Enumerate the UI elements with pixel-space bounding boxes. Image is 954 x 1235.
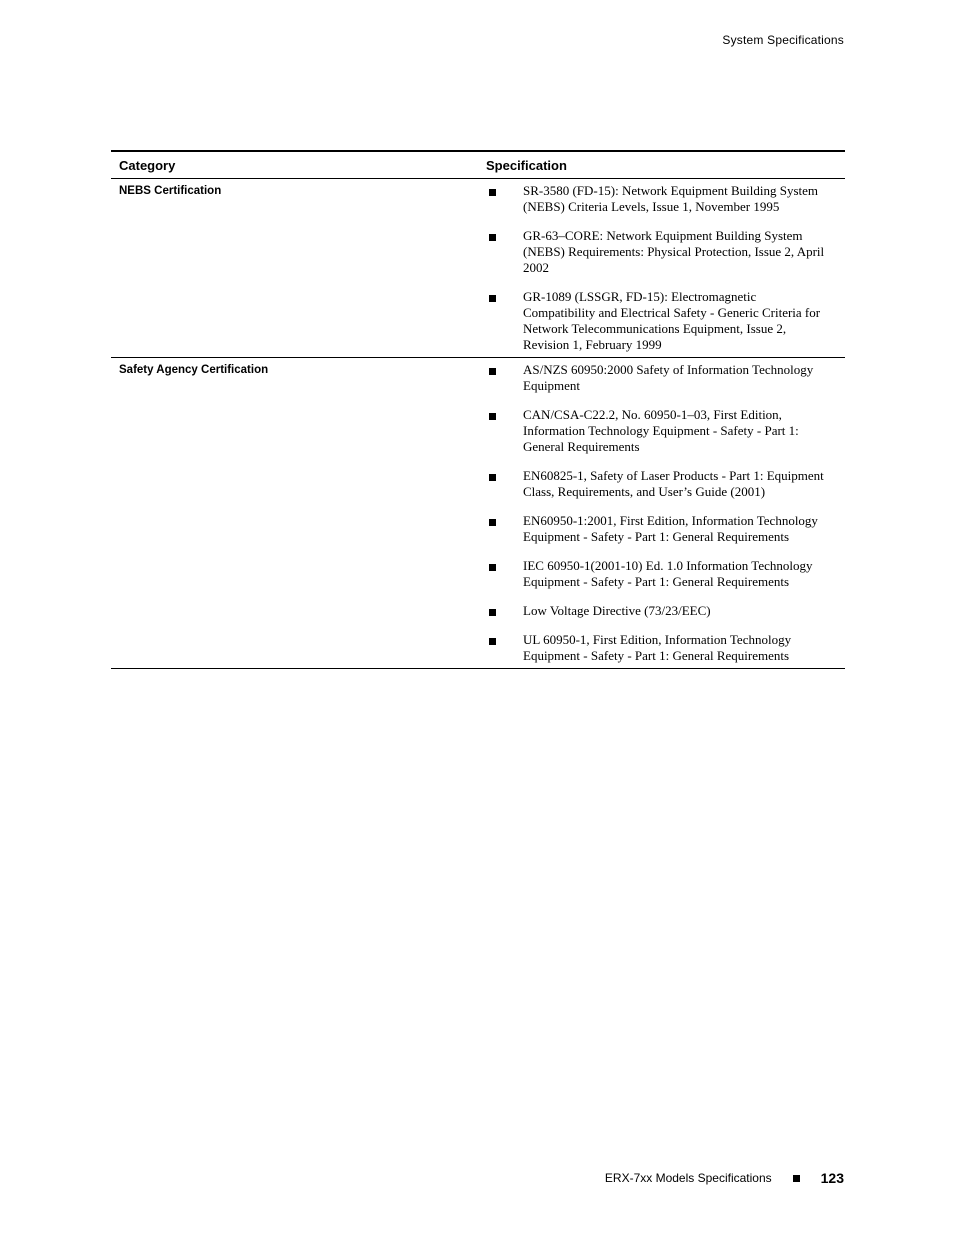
spec-text: SR-3580 (FD-15): Network Equipment Building System (NEBS) Criteria Levels, Issue 1, November 1995 <box>523 183 819 214</box>
spec-item <box>478 558 845 590</box>
table-row-nebs <box>111 179 845 358</box>
spec-text: IEC 60950-1(2001-10) Ed. 1.0 Information Technology Equipment - Safety - Part 1: General Requirements <box>523 558 813 589</box>
spec-text: CAN/CSA-C22.2, No. 60950-1–03, First Edition, Information Technology Equipment - Safety - Part 1: General Requirements <box>523 407 799 454</box>
bullet-icon <box>489 638 496 645</box>
spec-text: Low Voltage Directive (73/23/EEC) <box>523 603 711 618</box>
page-number: 123 <box>820 1170 844 1186</box>
spec-item <box>478 603 845 619</box>
spec-item <box>478 468 845 500</box>
spec-text: EN60825-1, Safety of Laser Products - Part 1: Equipment Class, Requirements, and User’s Guide (2001) <box>523 468 824 499</box>
spec-text: AS/NZS 60950:2000 Safety of Information Technology Equipment <box>523 362 814 393</box>
table-header-row <box>111 152 845 179</box>
spec-item <box>478 228 845 276</box>
spec-item <box>478 183 845 215</box>
spec-text: GR-63–CORE: Network Equipment Building System (NEBS) Requirements: Physical Protection, Issue 2, April 2002 <box>523 228 825 275</box>
spec-item <box>478 632 845 664</box>
bullet-icon <box>489 295 496 302</box>
spec-text: EN60950-1:2001, First Edition, Information Technology Equipment - Safety - Part 1: General Requirements <box>523 513 818 544</box>
column-header-category: Category <box>119 157 176 173</box>
spec-text: UL 60950-1, First Edition, Information Technology Equipment - Safety - Part 1: General Requirements <box>523 632 792 663</box>
category-cell: NEBS Certification <box>119 185 222 197</box>
spec-list <box>478 183 845 353</box>
spec-item <box>478 513 845 545</box>
spec-list <box>478 362 845 664</box>
running-header: System Specifications <box>722 33 844 47</box>
page-footer <box>605 1170 844 1186</box>
bullet-icon <box>489 368 496 375</box>
bullet-icon <box>489 189 496 196</box>
spec-item <box>478 289 845 353</box>
separator-square-icon <box>793 1175 800 1182</box>
spec-item <box>478 362 845 394</box>
table-row-safety <box>111 358 845 669</box>
bullet-icon <box>489 519 496 526</box>
column-header-specification: Specification <box>486 157 567 173</box>
footer-title: ERX-7xx Models Specifications <box>604 1171 772 1185</box>
bullet-icon <box>489 234 496 241</box>
bullet-icon <box>489 474 496 481</box>
spec-item <box>478 407 845 455</box>
category-cell: Safety Agency Certification <box>119 364 269 376</box>
spec-text: GR-1089 (LSSGR, FD-15): Electromagnetic Compatibility and Electrical Safety - Generic Criteria for Network Telecommunications Equipment, Issue 2, Revision 1, February 1999 <box>523 289 821 352</box>
bullet-icon <box>489 413 496 420</box>
bullet-icon <box>489 609 496 616</box>
bullet-icon <box>489 564 496 571</box>
specifications-table <box>111 150 845 669</box>
